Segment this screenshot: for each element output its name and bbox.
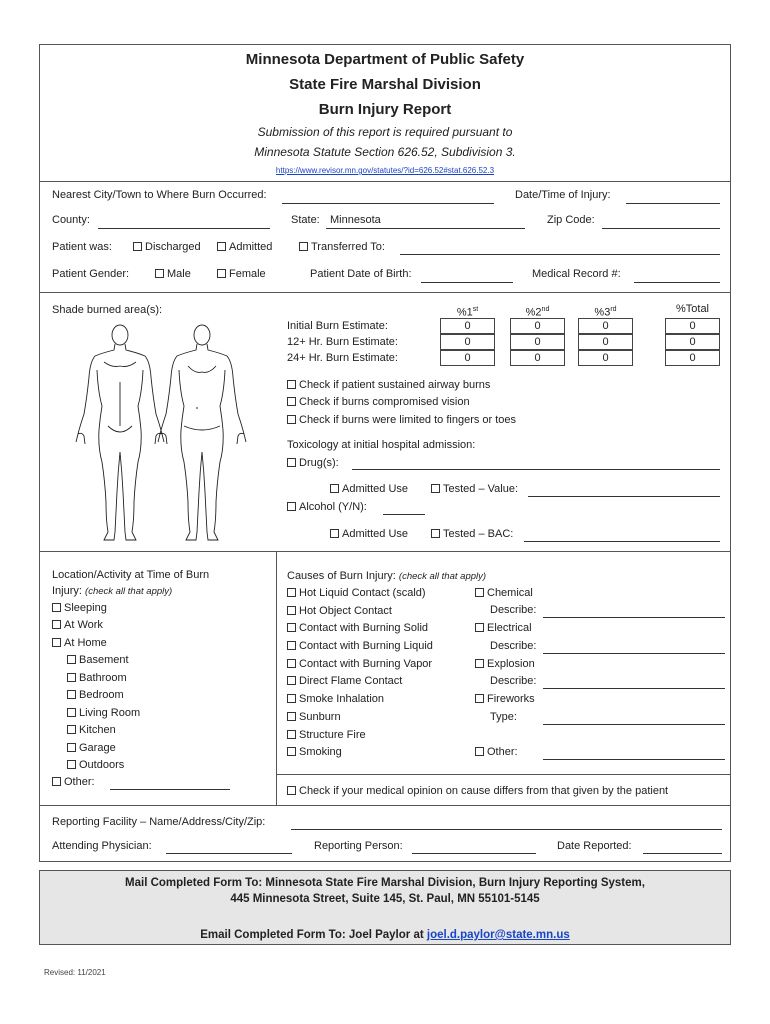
tested-bac-field[interactable] xyxy=(524,541,720,542)
location-title: Location/Activity at Time of Burn xyxy=(52,569,210,581)
causes-title: Causes of Burn Injury: (check all that apply) xyxy=(287,570,487,582)
date-reported-field[interactable] xyxy=(643,853,722,854)
living-room-checkbox[interactable] xyxy=(67,708,76,717)
outdoors-label: Outdoors xyxy=(79,759,125,771)
header-statute-1: Submission of this report is required pursuant to xyxy=(257,125,513,139)
transferred-field[interactable] xyxy=(400,254,720,255)
cause-option-5[interactable] xyxy=(287,658,432,671)
front-body-figure[interactable] xyxy=(158,325,246,540)
cause-option-9[interactable] xyxy=(287,729,366,742)
kitchen-label: Kitchen xyxy=(79,724,116,736)
cause-checkbox-5[interactable] xyxy=(287,659,296,668)
bathroom-checkbox[interactable] xyxy=(67,673,76,682)
cause-option-3[interactable] xyxy=(287,622,428,635)
at-home-option[interactable] xyxy=(52,637,107,650)
bathroom-option[interactable] xyxy=(67,672,127,685)
tested-bac-label: Tested – BAC: xyxy=(443,528,514,540)
county-label: County: xyxy=(52,214,90,226)
cell-r2-c2[interactable]: 0 xyxy=(510,334,565,350)
cause-label-10: Smoking xyxy=(299,746,342,758)
cause-checkbox-2[interactable] xyxy=(287,606,296,615)
drugs-admitted-checkbox[interactable] xyxy=(330,484,339,493)
divider-burn xyxy=(39,551,731,552)
drugs-admitted-label: Admitted Use xyxy=(342,483,409,495)
sleeping-label: Sleeping xyxy=(64,602,107,614)
cause-other-option[interactable] xyxy=(475,746,518,759)
zip-field[interactable] xyxy=(602,228,720,229)
mail-line-1: Mail Completed Form To: Minnesota State Fire Marshal Division, Burn Injury Reporting System, xyxy=(125,877,645,889)
chemical-describe-field[interactable] xyxy=(543,617,725,618)
cause-label-5: Contact with Burning Vapor xyxy=(299,658,433,670)
city-field[interactable] xyxy=(282,203,494,204)
header-statute-2: Minnesota Statute Section 626.52, Subdivision 3. xyxy=(254,145,516,159)
col-3rd-header: %3rd xyxy=(594,306,617,319)
admitted-label: Admitted xyxy=(229,241,273,253)
cause-label-3: Contact with Burning Solid xyxy=(299,622,429,634)
row-12hr-label: 12+ Hr. Burn Estimate: xyxy=(287,336,398,348)
tested-value-option[interactable] xyxy=(431,483,518,496)
fireworks-checkbox[interactable] xyxy=(475,694,484,703)
location-other-option[interactable] xyxy=(52,776,95,789)
at-home-checkbox[interactable] xyxy=(52,638,61,647)
fireworks-type-label: Type: xyxy=(490,711,517,723)
divider-causes xyxy=(276,774,731,775)
divider-reporting xyxy=(39,805,731,806)
body-diagram[interactable] xyxy=(62,322,252,548)
outdoors-option[interactable] xyxy=(67,759,124,772)
divider-header xyxy=(39,181,731,182)
divider-location xyxy=(276,551,277,805)
cell-r3-c4[interactable]: 0 xyxy=(665,350,720,366)
cause-option-10[interactable] xyxy=(287,746,342,759)
divider-info xyxy=(39,292,731,293)
living-room-option[interactable] xyxy=(67,707,140,720)
cell-r3-c1[interactable]: 0 xyxy=(440,350,495,366)
cause-label-2: Hot Object Contact xyxy=(299,605,392,617)
alcohol-admitted-option[interactable] xyxy=(330,528,408,541)
tested-bac-checkbox[interactable] xyxy=(431,529,440,538)
date-label: Date/Time of Injury: xyxy=(515,189,611,201)
row-24hr-label: 24+ Hr. Burn Estimate: xyxy=(287,352,398,364)
chemical-checkbox[interactable] xyxy=(475,588,484,597)
fingers-option[interactable] xyxy=(287,414,516,427)
discharged-option[interactable] xyxy=(133,241,201,254)
bedroom-label: Bedroom xyxy=(79,689,124,701)
cell-r2-c1[interactable]: 0 xyxy=(440,334,495,350)
header-division: State Fire Marshal Division xyxy=(289,76,481,93)
living-room-label: Living Room xyxy=(79,707,141,719)
mrn-label: Medical Record #: xyxy=(532,268,621,280)
cell-r1-c4[interactable]: 0 xyxy=(665,318,720,334)
sleeping-option[interactable] xyxy=(52,602,107,615)
vision-checkbox[interactable] xyxy=(287,397,296,406)
facility-field[interactable] xyxy=(291,829,722,830)
mail-line-2: 445 Minnesota Street, Suite 145, St. Paul, MN 55101-5145 xyxy=(230,893,540,905)
discharged-label: Discharged xyxy=(145,241,201,253)
cause-label-4: Contact with Burning Liquid xyxy=(299,640,433,652)
alcohol-admitted-label: Admitted Use xyxy=(342,528,409,540)
explosion-describe-label: Describe: xyxy=(490,675,537,687)
electrical-describe-field[interactable] xyxy=(543,653,725,654)
cause-option-2[interactable] xyxy=(287,605,392,618)
chemical-label: Chemical xyxy=(487,587,533,599)
fireworks-option[interactable] xyxy=(475,693,535,706)
alcohol-field[interactable] xyxy=(383,514,425,515)
electrical-label: Electrical xyxy=(487,622,532,634)
bathroom-label: Bathroom xyxy=(79,672,127,684)
shade-label: Shade burned area(s): xyxy=(52,304,163,316)
col-1st-header: %1st xyxy=(456,306,479,319)
explosion-checkbox[interactable] xyxy=(475,659,484,668)
cause-option-4[interactable] xyxy=(287,640,433,653)
airway-checkbox[interactable] xyxy=(287,380,296,389)
header-statute-link[interactable] xyxy=(39,166,731,176)
location-other-label: Other: xyxy=(64,776,95,788)
at-home-label: At Home xyxy=(64,637,107,649)
bedroom-checkbox[interactable] xyxy=(67,690,76,699)
female-label: Female xyxy=(229,268,266,280)
reporting-person-field[interactable] xyxy=(412,853,536,854)
cause-other-label: Other: xyxy=(487,746,518,758)
reporting-person-label: Reporting Person: xyxy=(314,840,403,852)
fireworks-label: Fireworks xyxy=(487,693,535,705)
cause-other-checkbox[interactable] xyxy=(475,747,484,756)
location-other-field[interactable] xyxy=(110,789,230,790)
state-value[interactable]: Minnesota xyxy=(330,214,381,226)
opinion-checkbox[interactable] xyxy=(287,786,296,795)
basement-option[interactable] xyxy=(67,654,129,667)
bedroom-option[interactable] xyxy=(67,689,124,702)
cause-label-6: Direct Flame Contact xyxy=(299,675,403,687)
cause-label-1: Hot Liquid Contact (scald) xyxy=(299,587,426,599)
cell-r2-c4[interactable]: 0 xyxy=(665,334,720,350)
cell-r3-c3[interactable]: 0 xyxy=(578,350,633,366)
drugs-checkbox[interactable] xyxy=(287,458,296,467)
chemical-option[interactable] xyxy=(475,587,533,600)
basement-checkbox[interactable] xyxy=(67,655,76,664)
drugs-field[interactable] xyxy=(352,469,720,470)
header-report-name: Burn Injury Report xyxy=(318,101,452,118)
alcohol-label: Alcohol (Y/N): xyxy=(299,501,367,513)
tested-value-checkbox[interactable] xyxy=(431,484,440,493)
electrical-checkbox[interactable] xyxy=(475,623,484,632)
state-field[interactable] xyxy=(326,228,525,229)
state-label: State: xyxy=(291,214,320,226)
transferred-checkbox[interactable] xyxy=(299,242,308,251)
alcohol-option[interactable] xyxy=(287,501,367,514)
sleeping-checkbox[interactable] xyxy=(52,603,61,612)
patient-was-label: Patient was: xyxy=(52,241,112,253)
at-work-label: At Work xyxy=(64,619,103,631)
cause-label-8: Sunburn xyxy=(299,711,341,723)
male-option[interactable] xyxy=(155,268,191,281)
chemical-describe-label: Describe: xyxy=(490,604,537,616)
cause-checkbox-7[interactable] xyxy=(287,694,296,703)
cell-r1-c3[interactable]: 0 xyxy=(578,318,633,334)
cause-checkbox-6[interactable] xyxy=(287,676,296,685)
dob-field[interactable] xyxy=(421,282,513,283)
alcohol-admitted-checkbox[interactable] xyxy=(330,529,339,538)
email-line: Email Completed Form To: Joel Paylor at joel.d.paylor@state.mn.us xyxy=(200,929,570,941)
drugs-admitted-option[interactable] xyxy=(330,483,408,496)
header-title: Minnesota Department of Public Safety xyxy=(245,51,525,68)
explosion-describe-field[interactable] xyxy=(543,688,725,689)
cell-r2-c3[interactable]: 0 xyxy=(578,334,633,350)
cause-checkbox-3[interactable] xyxy=(287,623,296,632)
vision-label: Check if burns compromised vision xyxy=(299,396,470,408)
cause-option-8[interactable] xyxy=(287,711,341,724)
revised-date: Revised: 11/2021 xyxy=(44,968,106,977)
col-2nd-header: %2nd xyxy=(525,306,550,319)
explosion-option[interactable] xyxy=(475,658,535,671)
at-work-option[interactable] xyxy=(52,619,103,632)
drugs-option[interactable] xyxy=(287,457,339,470)
toxicology-label: Toxicology at initial hospital admission: xyxy=(287,439,476,451)
female-checkbox[interactable] xyxy=(217,269,226,278)
row-initial-label: Initial Burn Estimate: xyxy=(287,320,388,332)
outdoors-checkbox[interactable] xyxy=(67,760,76,769)
electrical-describe-label: Describe: xyxy=(490,640,537,652)
cause-checkbox-4[interactable] xyxy=(287,641,296,650)
discharged-checkbox[interactable] xyxy=(133,242,142,251)
garage-option[interactable] xyxy=(67,742,116,755)
garage-label: Garage xyxy=(79,742,116,754)
male-checkbox[interactable] xyxy=(155,269,164,278)
cause-checkbox-1[interactable] xyxy=(287,588,296,597)
physician-field[interactable] xyxy=(166,853,292,854)
cell-r3-c2[interactable]: 0 xyxy=(510,350,565,366)
kitchen-checkbox[interactable] xyxy=(67,725,76,734)
kitchen-option[interactable] xyxy=(67,724,116,737)
cause-option-6[interactable] xyxy=(287,675,402,688)
opinion-option[interactable] xyxy=(287,785,668,798)
garage-checkbox[interactable] xyxy=(67,743,76,752)
transferred-label: Transferred To: xyxy=(311,241,385,253)
cause-option-7[interactable] xyxy=(287,693,384,706)
city-label: Nearest City/Town to Where Burn Occurred: xyxy=(52,189,267,201)
drugs-label: Drug(s): xyxy=(299,457,339,469)
airway-label: Check if patient sustained airway burns xyxy=(299,379,491,391)
statute-url[interactable]: https://www.revisor.mn.gov/statutes/?id=626.52#stat.626.52.3 xyxy=(275,166,495,175)
county-field[interactable] xyxy=(98,228,270,229)
cause-checkbox-8[interactable] xyxy=(287,712,296,721)
electrical-option[interactable] xyxy=(475,622,532,635)
airway-option[interactable] xyxy=(287,379,490,392)
cause-option-1[interactable] xyxy=(287,587,426,600)
mrn-field[interactable] xyxy=(634,282,720,283)
tested-value-label: Tested – Value: xyxy=(443,483,519,495)
cause-checkbox-10[interactable] xyxy=(287,747,296,756)
vision-option[interactable] xyxy=(287,396,470,409)
facility-label: Reporting Facility – Name/Address/City/Zip: xyxy=(52,816,266,828)
date-reported-label: Date Reported: xyxy=(557,840,632,852)
admitted-option[interactable] xyxy=(217,241,272,254)
cause-label-9: Structure Fire xyxy=(299,729,366,741)
female-option[interactable] xyxy=(217,268,266,281)
date-field[interactable] xyxy=(626,203,720,204)
cause-other-field[interactable] xyxy=(543,759,725,760)
explosion-label: Explosion xyxy=(487,658,535,670)
email-link[interactable]: joel.d.paylor@state.mn.us xyxy=(426,929,570,941)
col-total-header: %Total xyxy=(675,303,710,315)
cell-r1-c1[interactable]: 0 xyxy=(440,318,495,334)
back-body-figure[interactable] xyxy=(76,325,164,540)
location-other-checkbox[interactable] xyxy=(52,777,61,786)
cause-checkbox-9[interactable] xyxy=(287,730,296,739)
zip-label: Zip Code: xyxy=(547,214,595,226)
cell-r1-c2[interactable]: 0 xyxy=(510,318,565,334)
physician-label: Attending Physician: xyxy=(52,840,152,852)
fireworks-type-field[interactable] xyxy=(543,724,725,725)
male-label: Male xyxy=(167,268,191,280)
tested-bac-option[interactable] xyxy=(431,528,513,541)
transferred-option[interactable] xyxy=(299,241,385,254)
basement-label: Basement xyxy=(79,654,129,666)
at-work-checkbox[interactable] xyxy=(52,620,61,629)
tested-value-field[interactable] xyxy=(528,496,720,497)
cause-label-7: Smoke Inhalation xyxy=(299,693,384,705)
fingers-label: Check if burns were limited to fingers or toes xyxy=(299,414,517,426)
gender-label: Patient Gender: xyxy=(52,268,130,280)
dob-label: Patient Date of Birth: xyxy=(310,268,412,280)
opinion-label: Check if your medical opinion on cause differs from that given by the patient xyxy=(299,785,669,797)
location-title-2: Injury: (check all that apply) xyxy=(52,585,173,597)
admitted-checkbox[interactable] xyxy=(217,242,226,251)
alcohol-checkbox[interactable] xyxy=(287,502,296,511)
fingers-checkbox[interactable] xyxy=(287,415,296,424)
